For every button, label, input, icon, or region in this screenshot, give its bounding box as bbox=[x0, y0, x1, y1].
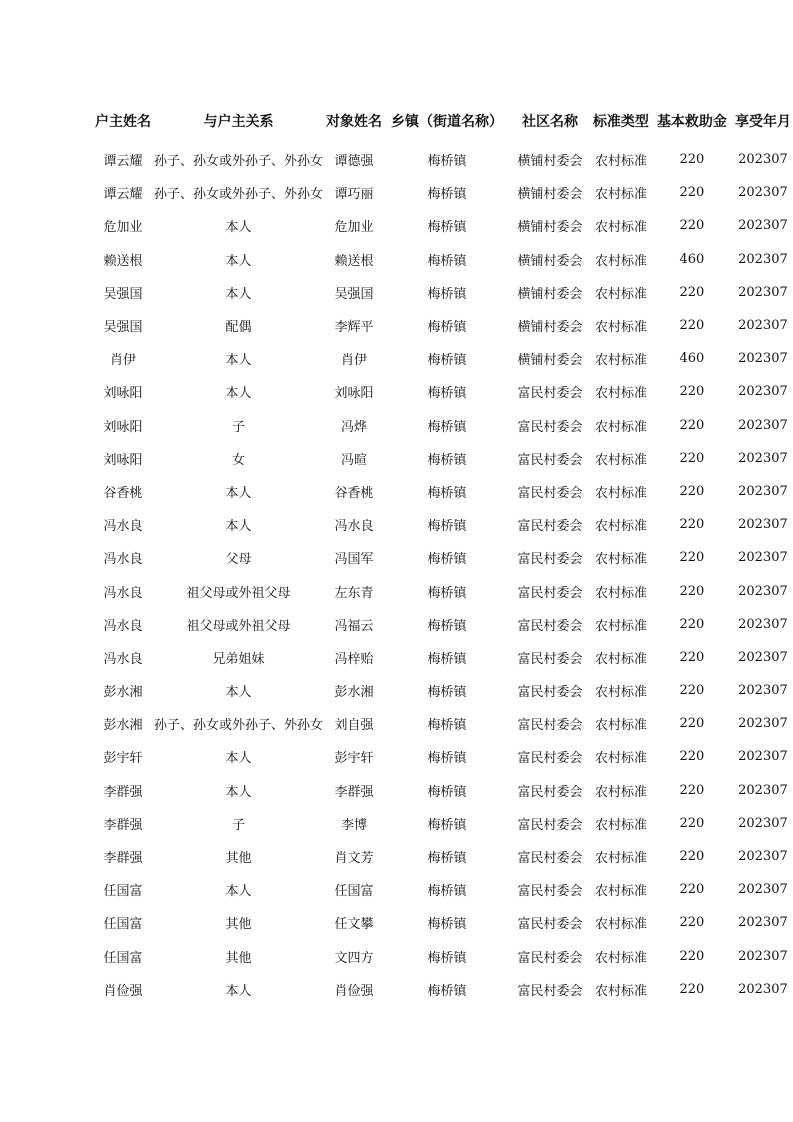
table-row bbox=[92, 342, 793, 375]
cell-basic-aid: 220 bbox=[679, 152, 705, 168]
cell-community: 富民村委会 bbox=[517, 519, 583, 535]
cell-basic-aid: 220 bbox=[679, 716, 705, 732]
cell-period: 202307 bbox=[738, 351, 788, 367]
cell-basic-aid: 220 bbox=[679, 284, 705, 300]
cell-householder-name: 任国富 bbox=[103, 917, 143, 933]
cell-householder-name: 彭水湘 bbox=[103, 718, 143, 734]
cell-recipient-name: 谭德强 bbox=[334, 154, 374, 170]
cell-householder-name: 冯水良 bbox=[103, 552, 143, 568]
cell-community: 横铺村委会 bbox=[517, 253, 583, 269]
cell-period: 202307 bbox=[738, 716, 788, 732]
cell-standard-type: 农村标准 bbox=[594, 950, 647, 966]
table-row bbox=[92, 873, 793, 906]
table-row bbox=[92, 541, 793, 574]
cell-basic-aid: 220 bbox=[679, 318, 705, 334]
table-body bbox=[92, 143, 793, 1006]
assistance-table bbox=[92, 101, 793, 1006]
cell-community: 富民村委会 bbox=[517, 585, 583, 601]
table-row bbox=[92, 740, 793, 773]
cell-relation: 本人 bbox=[225, 884, 252, 900]
cell-recipient-name: 李辉平 bbox=[334, 320, 374, 336]
table-row bbox=[92, 807, 793, 840]
cell-householder-name: 任国富 bbox=[103, 950, 143, 966]
cell-relation: 孙子、孙女或外孙子、外孙女 bbox=[153, 154, 323, 170]
table-row bbox=[92, 409, 793, 442]
cell-standard-type: 农村标准 bbox=[594, 187, 647, 203]
cell-township: 梅桥镇 bbox=[427, 253, 467, 269]
cell-standard-type: 农村标准 bbox=[594, 552, 647, 568]
cell-period: 202307 bbox=[738, 152, 788, 168]
cell-householder-name: 彭宇轩 bbox=[103, 751, 143, 767]
cell-relation: 本人 bbox=[225, 519, 252, 535]
cell-householder-name: 赖送根 bbox=[103, 253, 143, 269]
cell-relation: 其他 bbox=[225, 950, 252, 966]
cell-householder-name: 李群强 bbox=[103, 851, 143, 867]
cell-community: 富民村委会 bbox=[517, 419, 583, 435]
table-row bbox=[92, 774, 793, 807]
cell-basic-aid: 460 bbox=[679, 351, 705, 367]
cell-community: 富民村委会 bbox=[517, 917, 583, 933]
cell-standard-type: 农村标准 bbox=[594, 485, 647, 501]
cell-basic-aid: 220 bbox=[679, 649, 705, 665]
cell-basic-aid: 220 bbox=[679, 782, 705, 798]
cell-basic-aid: 220 bbox=[679, 948, 705, 964]
cell-community: 富民村委会 bbox=[517, 817, 583, 833]
cell-householder-name: 冯水良 bbox=[103, 585, 143, 601]
cell-basic-aid: 220 bbox=[679, 550, 705, 566]
cell-period: 202307 bbox=[738, 749, 788, 765]
table-header-row bbox=[92, 101, 793, 143]
cell-community: 富民村委会 bbox=[517, 784, 583, 800]
table-row bbox=[92, 608, 793, 641]
cell-community: 横铺村委会 bbox=[517, 220, 583, 236]
cell-recipient-name: 肖伊 bbox=[340, 353, 367, 369]
cell-relation: 本人 bbox=[225, 784, 252, 800]
cell-householder-name: 谭云耀 bbox=[103, 187, 143, 203]
cell-standard-type: 农村标准 bbox=[594, 718, 647, 734]
cell-basic-aid: 220 bbox=[679, 218, 705, 234]
cell-period: 202307 bbox=[738, 849, 788, 865]
cell-relation: 女 bbox=[231, 452, 245, 468]
cell-relation: 配偶 bbox=[225, 320, 252, 336]
cell-standard-type: 农村标准 bbox=[594, 220, 647, 236]
cell-householder-name: 冯水良 bbox=[103, 519, 143, 535]
cell-standard-type: 农村标准 bbox=[594, 286, 647, 302]
cell-recipient-name: 任文攀 bbox=[334, 917, 374, 933]
cell-householder-name: 冯水良 bbox=[103, 618, 143, 634]
table-row bbox=[92, 176, 793, 209]
cell-householder-name: 刘咏阳 bbox=[103, 386, 143, 402]
cell-township: 梅桥镇 bbox=[427, 685, 467, 701]
cell-basic-aid: 220 bbox=[679, 981, 705, 997]
cell-community: 富民村委会 bbox=[517, 452, 583, 468]
cell-basic-aid: 220 bbox=[679, 749, 705, 765]
cell-recipient-name: 冯烨 bbox=[340, 419, 367, 435]
cell-township: 梅桥镇 bbox=[427, 585, 467, 601]
cell-township: 梅桥镇 bbox=[427, 353, 467, 369]
table-row bbox=[92, 309, 793, 342]
cell-householder-name: 彭水湘 bbox=[103, 685, 143, 701]
cell-standard-type: 农村标准 bbox=[594, 320, 647, 336]
cell-basic-aid: 220 bbox=[679, 185, 705, 201]
cell-period: 202307 bbox=[738, 218, 788, 234]
table-row bbox=[92, 508, 793, 541]
cell-community: 富民村委会 bbox=[517, 718, 583, 734]
cell-relation: 其他 bbox=[225, 851, 252, 867]
cell-recipient-name: 肖俭强 bbox=[334, 983, 374, 999]
cell-basic-aid: 220 bbox=[679, 616, 705, 632]
cell-community: 富民村委会 bbox=[517, 618, 583, 634]
header-recipient-name: 对象姓名 bbox=[325, 114, 382, 130]
cell-relation: 祖父母或外祖父母 bbox=[186, 618, 291, 634]
cell-township: 梅桥镇 bbox=[427, 286, 467, 302]
cell-period: 202307 bbox=[738, 583, 788, 599]
cell-township: 梅桥镇 bbox=[427, 386, 467, 402]
cell-township: 梅桥镇 bbox=[427, 187, 467, 203]
cell-period: 202307 bbox=[738, 683, 788, 699]
cell-township: 梅桥镇 bbox=[427, 718, 467, 734]
cell-householder-name: 吴强国 bbox=[103, 286, 143, 302]
cell-recipient-name: 李群强 bbox=[334, 784, 374, 800]
cell-householder-name: 肖俭强 bbox=[103, 983, 143, 999]
cell-recipient-name: 肖文芳 bbox=[334, 851, 374, 867]
cell-community: 富民村委会 bbox=[517, 983, 583, 999]
header-basic-aid: 基本救助金 bbox=[656, 114, 727, 130]
cell-community: 富民村委会 bbox=[517, 685, 583, 701]
cell-recipient-name: 冯水良 bbox=[334, 519, 374, 535]
cell-basic-aid: 220 bbox=[679, 849, 705, 865]
cell-period: 202307 bbox=[738, 185, 788, 201]
cell-township: 梅桥镇 bbox=[427, 552, 467, 568]
cell-period: 202307 bbox=[738, 550, 788, 566]
cell-recipient-name: 李博 bbox=[340, 817, 367, 833]
cell-period: 202307 bbox=[738, 483, 788, 499]
cell-recipient-name: 文四方 bbox=[334, 950, 374, 966]
table-row bbox=[92, 276, 793, 309]
cell-relation: 子 bbox=[231, 419, 245, 435]
table-row bbox=[92, 209, 793, 242]
cell-recipient-name: 赖送根 bbox=[334, 253, 374, 269]
table-row bbox=[92, 674, 793, 707]
cell-recipient-name: 刘自强 bbox=[334, 718, 374, 734]
cell-township: 梅桥镇 bbox=[427, 452, 467, 468]
table-row bbox=[92, 574, 793, 607]
header-relation: 与户主关系 bbox=[203, 114, 274, 130]
cell-period: 202307 bbox=[738, 782, 788, 798]
cell-community: 富民村委会 bbox=[517, 386, 583, 402]
cell-period: 202307 bbox=[738, 384, 788, 400]
cell-householder-name: 李群强 bbox=[103, 817, 143, 833]
cell-period: 202307 bbox=[738, 649, 788, 665]
cell-standard-type: 农村标准 bbox=[594, 917, 647, 933]
cell-township: 梅桥镇 bbox=[427, 154, 467, 170]
cell-township: 梅桥镇 bbox=[427, 950, 467, 966]
cell-basic-aid: 220 bbox=[679, 915, 705, 931]
cell-householder-name: 刘咏阳 bbox=[103, 419, 143, 435]
cell-relation: 本人 bbox=[225, 485, 252, 501]
cell-township: 梅桥镇 bbox=[427, 884, 467, 900]
cell-community: 富民村委会 bbox=[517, 851, 583, 867]
cell-recipient-name: 危加业 bbox=[334, 220, 374, 236]
header-period: 享受年月 bbox=[734, 114, 791, 130]
cell-recipient-name: 左东青 bbox=[334, 585, 374, 601]
cell-period: 202307 bbox=[738, 450, 788, 466]
cell-basic-aid: 220 bbox=[679, 815, 705, 831]
cell-period: 202307 bbox=[738, 517, 788, 533]
cell-township: 梅桥镇 bbox=[427, 419, 467, 435]
cell-standard-type: 农村标准 bbox=[594, 386, 647, 402]
table-row bbox=[92, 973, 793, 1006]
cell-relation: 本人 bbox=[225, 220, 252, 236]
cell-recipient-name: 吴强国 bbox=[334, 286, 374, 302]
cell-standard-type: 农村标准 bbox=[594, 585, 647, 601]
cell-relation: 子 bbox=[231, 817, 245, 833]
cell-period: 202307 bbox=[738, 948, 788, 964]
table-row bbox=[92, 707, 793, 740]
cell-township: 梅桥镇 bbox=[427, 817, 467, 833]
header-standard-type: 标准类型 bbox=[592, 114, 649, 130]
cell-basic-aid: 460 bbox=[679, 251, 705, 267]
cell-community: 富民村委会 bbox=[517, 485, 583, 501]
cell-relation: 本人 bbox=[225, 685, 252, 701]
header-township: 乡镇（街道名称） bbox=[390, 114, 503, 130]
cell-relation: 孙子、孙女或外孙子、外孙女 bbox=[153, 187, 323, 203]
cell-standard-type: 农村标准 bbox=[594, 784, 647, 800]
cell-township: 梅桥镇 bbox=[427, 751, 467, 767]
cell-householder-name: 刘咏阳 bbox=[103, 452, 143, 468]
cell-standard-type: 农村标准 bbox=[594, 353, 647, 369]
cell-standard-type: 农村标准 bbox=[594, 519, 647, 535]
cell-relation: 本人 bbox=[225, 253, 252, 269]
table-row bbox=[92, 375, 793, 408]
cell-township: 梅桥镇 bbox=[427, 618, 467, 634]
cell-community: 富民村委会 bbox=[517, 884, 583, 900]
cell-community: 富民村委会 bbox=[517, 552, 583, 568]
cell-standard-type: 农村标准 bbox=[594, 751, 647, 767]
cell-period: 202307 bbox=[738, 284, 788, 300]
cell-standard-type: 农村标准 bbox=[594, 817, 647, 833]
cell-householder-name: 谭云耀 bbox=[103, 154, 143, 170]
cell-standard-type: 农村标准 bbox=[594, 452, 647, 468]
cell-period: 202307 bbox=[738, 417, 788, 433]
table-row bbox=[92, 940, 793, 973]
cell-standard-type: 农村标准 bbox=[594, 618, 647, 634]
cell-basic-aid: 220 bbox=[679, 417, 705, 433]
header-householder-name: 户主姓名 bbox=[94, 114, 151, 130]
cell-standard-type: 农村标准 bbox=[594, 851, 647, 867]
cell-standard-type: 农村标准 bbox=[594, 419, 647, 435]
cell-township: 梅桥镇 bbox=[427, 784, 467, 800]
cell-householder-name: 李群强 bbox=[103, 784, 143, 800]
cell-relation: 父母 bbox=[225, 552, 252, 568]
cell-recipient-name: 冯梓贻 bbox=[334, 651, 374, 667]
cell-householder-name: 谷香桃 bbox=[103, 485, 143, 501]
cell-period: 202307 bbox=[738, 251, 788, 267]
cell-township: 梅桥镇 bbox=[427, 519, 467, 535]
cell-householder-name: 吴强国 bbox=[103, 320, 143, 336]
cell-standard-type: 农村标准 bbox=[594, 651, 647, 667]
cell-relation: 本人 bbox=[225, 286, 252, 302]
table-row bbox=[92, 442, 793, 475]
cell-basic-aid: 220 bbox=[679, 882, 705, 898]
cell-relation: 兄弟姐妹 bbox=[212, 651, 265, 667]
cell-recipient-name: 谭巧丽 bbox=[334, 187, 374, 203]
cell-householder-name: 危加业 bbox=[103, 220, 143, 236]
cell-township: 梅桥镇 bbox=[427, 320, 467, 336]
cell-relation: 本人 bbox=[225, 386, 252, 402]
cell-standard-type: 农村标准 bbox=[594, 884, 647, 900]
table-row bbox=[92, 143, 793, 176]
cell-standard-type: 农村标准 bbox=[594, 154, 647, 170]
cell-township: 梅桥镇 bbox=[427, 651, 467, 667]
cell-householder-name: 任国富 bbox=[103, 884, 143, 900]
cell-basic-aid: 220 bbox=[679, 450, 705, 466]
table-row bbox=[92, 641, 793, 674]
cell-recipient-name: 彭宇轩 bbox=[334, 751, 374, 767]
cell-relation: 祖父母或外祖父母 bbox=[186, 585, 291, 601]
cell-recipient-name: 彭水湘 bbox=[334, 685, 374, 701]
cell-period: 202307 bbox=[738, 915, 788, 931]
cell-householder-name: 冯水良 bbox=[103, 651, 143, 667]
cell-period: 202307 bbox=[738, 318, 788, 334]
cell-basic-aid: 220 bbox=[679, 517, 705, 533]
cell-community: 富民村委会 bbox=[517, 651, 583, 667]
cell-basic-aid: 220 bbox=[679, 384, 705, 400]
cell-community: 横铺村委会 bbox=[517, 187, 583, 203]
cell-community: 横铺村委会 bbox=[517, 154, 583, 170]
cell-community: 横铺村委会 bbox=[517, 353, 583, 369]
cell-relation: 其他 bbox=[225, 917, 252, 933]
cell-period: 202307 bbox=[738, 882, 788, 898]
cell-basic-aid: 220 bbox=[679, 583, 705, 599]
cell-recipient-name: 冯暄 bbox=[340, 452, 367, 468]
header-community: 社区名称 bbox=[521, 114, 578, 130]
cell-relation: 本人 bbox=[225, 983, 252, 999]
cell-community: 富民村委会 bbox=[517, 751, 583, 767]
cell-community: 横铺村委会 bbox=[517, 320, 583, 336]
cell-standard-type: 农村标准 bbox=[594, 253, 647, 269]
cell-standard-type: 农村标准 bbox=[594, 983, 647, 999]
cell-township: 梅桥镇 bbox=[427, 851, 467, 867]
cell-basic-aid: 220 bbox=[679, 483, 705, 499]
table-row bbox=[92, 906, 793, 939]
cell-period: 202307 bbox=[738, 815, 788, 831]
cell-township: 梅桥镇 bbox=[427, 220, 467, 236]
cell-recipient-name: 任国富 bbox=[334, 884, 374, 900]
cell-recipient-name: 谷香桃 bbox=[334, 485, 374, 501]
cell-relation: 本人 bbox=[225, 353, 252, 369]
cell-period: 202307 bbox=[738, 616, 788, 632]
cell-relation: 孙子、孙女或外孙子、外孙女 bbox=[153, 718, 323, 734]
cell-township: 梅桥镇 bbox=[427, 917, 467, 933]
cell-recipient-name: 刘咏阳 bbox=[334, 386, 374, 402]
cell-standard-type: 农村标准 bbox=[594, 685, 647, 701]
table-row bbox=[92, 840, 793, 873]
table-row bbox=[92, 243, 793, 276]
cell-township: 梅桥镇 bbox=[427, 485, 467, 501]
cell-recipient-name: 冯福云 bbox=[334, 618, 374, 634]
cell-basic-aid: 220 bbox=[679, 683, 705, 699]
cell-township: 梅桥镇 bbox=[427, 983, 467, 999]
cell-community: 富民村委会 bbox=[517, 950, 583, 966]
table-row bbox=[92, 475, 793, 508]
cell-community: 横铺村委会 bbox=[517, 286, 583, 302]
cell-relation: 本人 bbox=[225, 751, 252, 767]
cell-householder-name: 肖伊 bbox=[109, 353, 136, 369]
cell-period: 202307 bbox=[738, 981, 788, 997]
cell-recipient-name: 冯国军 bbox=[334, 552, 374, 568]
